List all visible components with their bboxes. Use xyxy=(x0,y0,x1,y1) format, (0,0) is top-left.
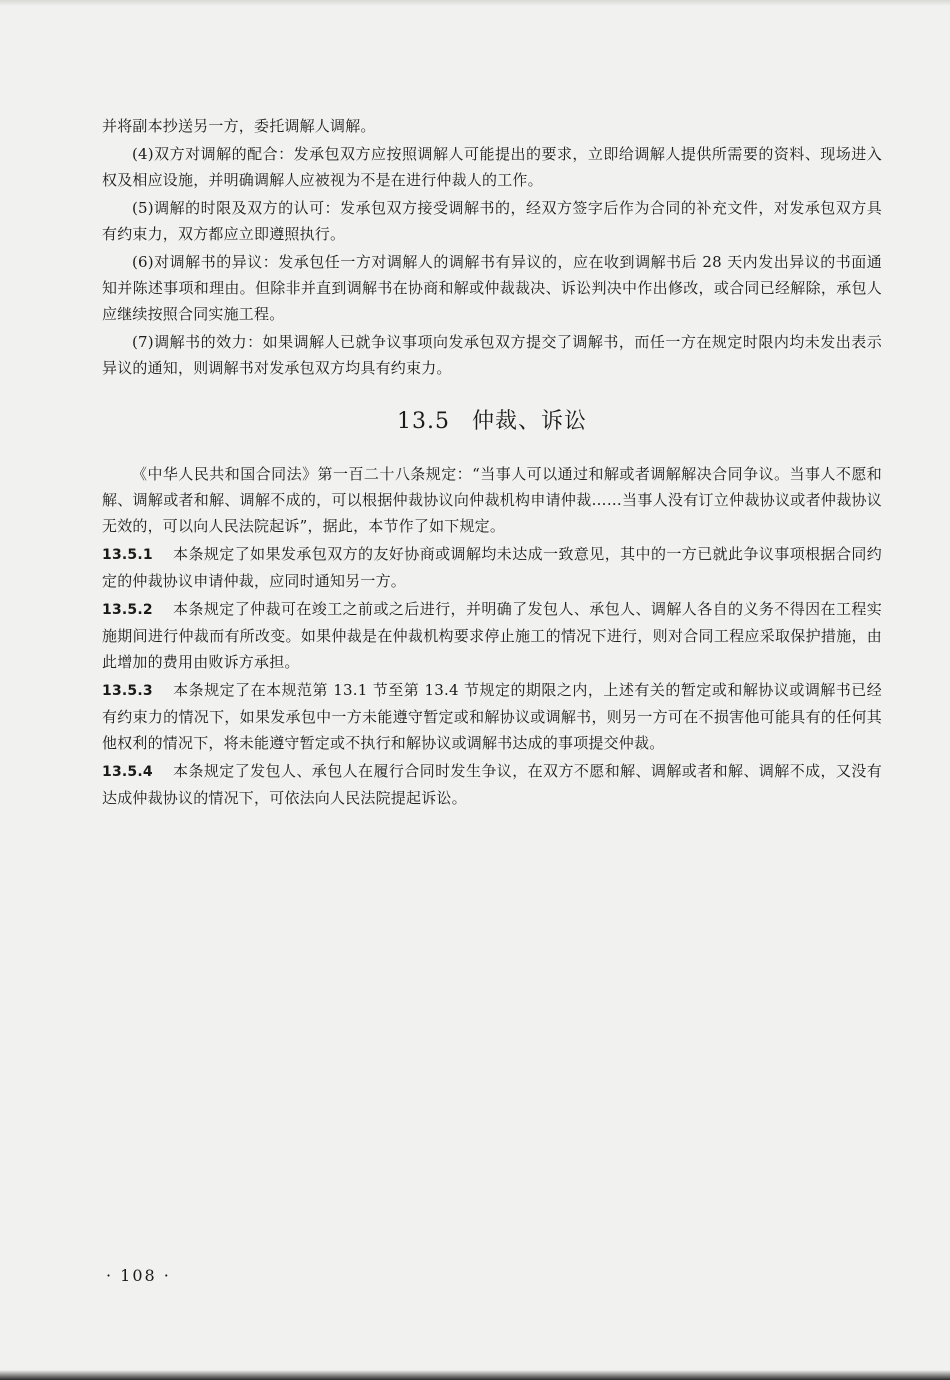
clause-13-5-1 xyxy=(102,541,882,594)
clause-number: 13.5.3 xyxy=(102,683,153,699)
page-top-edge xyxy=(0,0,950,6)
clause-number: 13.5.1 xyxy=(102,547,153,563)
paragraph-mediation-objection: (6)对调解书的异议：发承包任一方对调解人的调解书有异议的，应在收到调解书后 28 天内发出异议的书面通知并陈述事项和理由。但除非并直到调解书在协商和解或仲裁裁决、诉讼判决中作出修改，或合同已经解除，承包人应继续按照合同实施工程。 xyxy=(102,253,882,323)
clause-number: 13.5.4 xyxy=(102,764,153,780)
paragraph-mediation-cooperation: (4)双方对调解的配合：发承包双方应按照调解人可能提出的要求，立即给调解人提供所需要的资料、现场进入权及相应设施，并明确调解人应被视为不是在进行仲裁人的工作。 xyxy=(102,145,882,189)
section-intro: 《中华人民共和国合同法》第一百二十八条规定：“当事人可以通过和解或者调解解决合同争议。当事人不愿和解、调解或者和解、调解不成的，可以根据仲裁协议向仲裁机构申请仲裁……当事人没有订立仲裁协议或者仲裁协议无效的，可以向人民法院起诉”，据此，本节作了如下规定。 xyxy=(102,465,882,535)
page-bottom-edge xyxy=(0,1370,950,1380)
clause-number: 13.5.2 xyxy=(102,602,153,618)
clause-text: 本条规定了在本规范第 13.1 节至第 13.4 节规定的期限之内，上述有关的暂定或和解协议或调解书已经有约束力的情况下，如果发承包中一方未能遵守暂定或和解协议或调解书，则另一方可在不损害他可能具有的任何其他权利的情况下，将未能遵守暂定或不执行和解协议或调解书达成的事项提交仲裁。 xyxy=(102,681,882,752)
clause-text: 本条规定了发包人、承包人在履行合同时发生争议，在双方不愿和解、调解或者和解、调解不成，又没有达成仲裁协议的情况下，可依法向人民法院提起诉讼。 xyxy=(102,762,882,807)
section-title: 仲裁、诉讼 xyxy=(471,409,587,434)
section-heading xyxy=(102,407,882,437)
clause-13-5-3 xyxy=(102,677,882,756)
paragraph-mediation-effect: (7)调解书的效力：如果调解人已就争议事项向发承包双方提交了调解书，而任一方在规定时限内均未发出表示异议的通知，则调解书对发承包双方均具有约束力。 xyxy=(102,333,882,377)
clause-13-5-2 xyxy=(102,596,882,675)
clause-13-5-4 xyxy=(102,758,882,811)
clause-text: 本条规定了仲裁可在竣工之前或之后进行，并明确了发包人、承包人、调解人各自的义务不得因在工程实施期间进行仲裁而有所改变。如果仲裁是在仲裁机构要求停止施工的情况下进行，则对合同工程应采取保护措施，由此增加的费用由败诉方承担。 xyxy=(102,600,882,671)
paragraph-mediation-time-limit: (5)调解的时限及双方的认可：发承包双方接受调解书的，经双方签字后作为合同的补充文件，对发承包双方具有约束力，双方都应立即遵照执行。 xyxy=(102,199,882,243)
paragraph-continuation: 并将副本抄送另一方，委托调解人调解。 xyxy=(102,117,376,135)
section-number: 13.5 xyxy=(397,409,450,434)
document-body xyxy=(102,113,882,811)
page-number: · 108 · xyxy=(106,1266,171,1285)
clause-text: 本条规定了如果发承包双方的友好协商或调解均未达成一致意见，其中的一方已就此争议事项根据合同约定的仲裁协议申请仲裁，应同时通知另一方。 xyxy=(102,545,882,590)
